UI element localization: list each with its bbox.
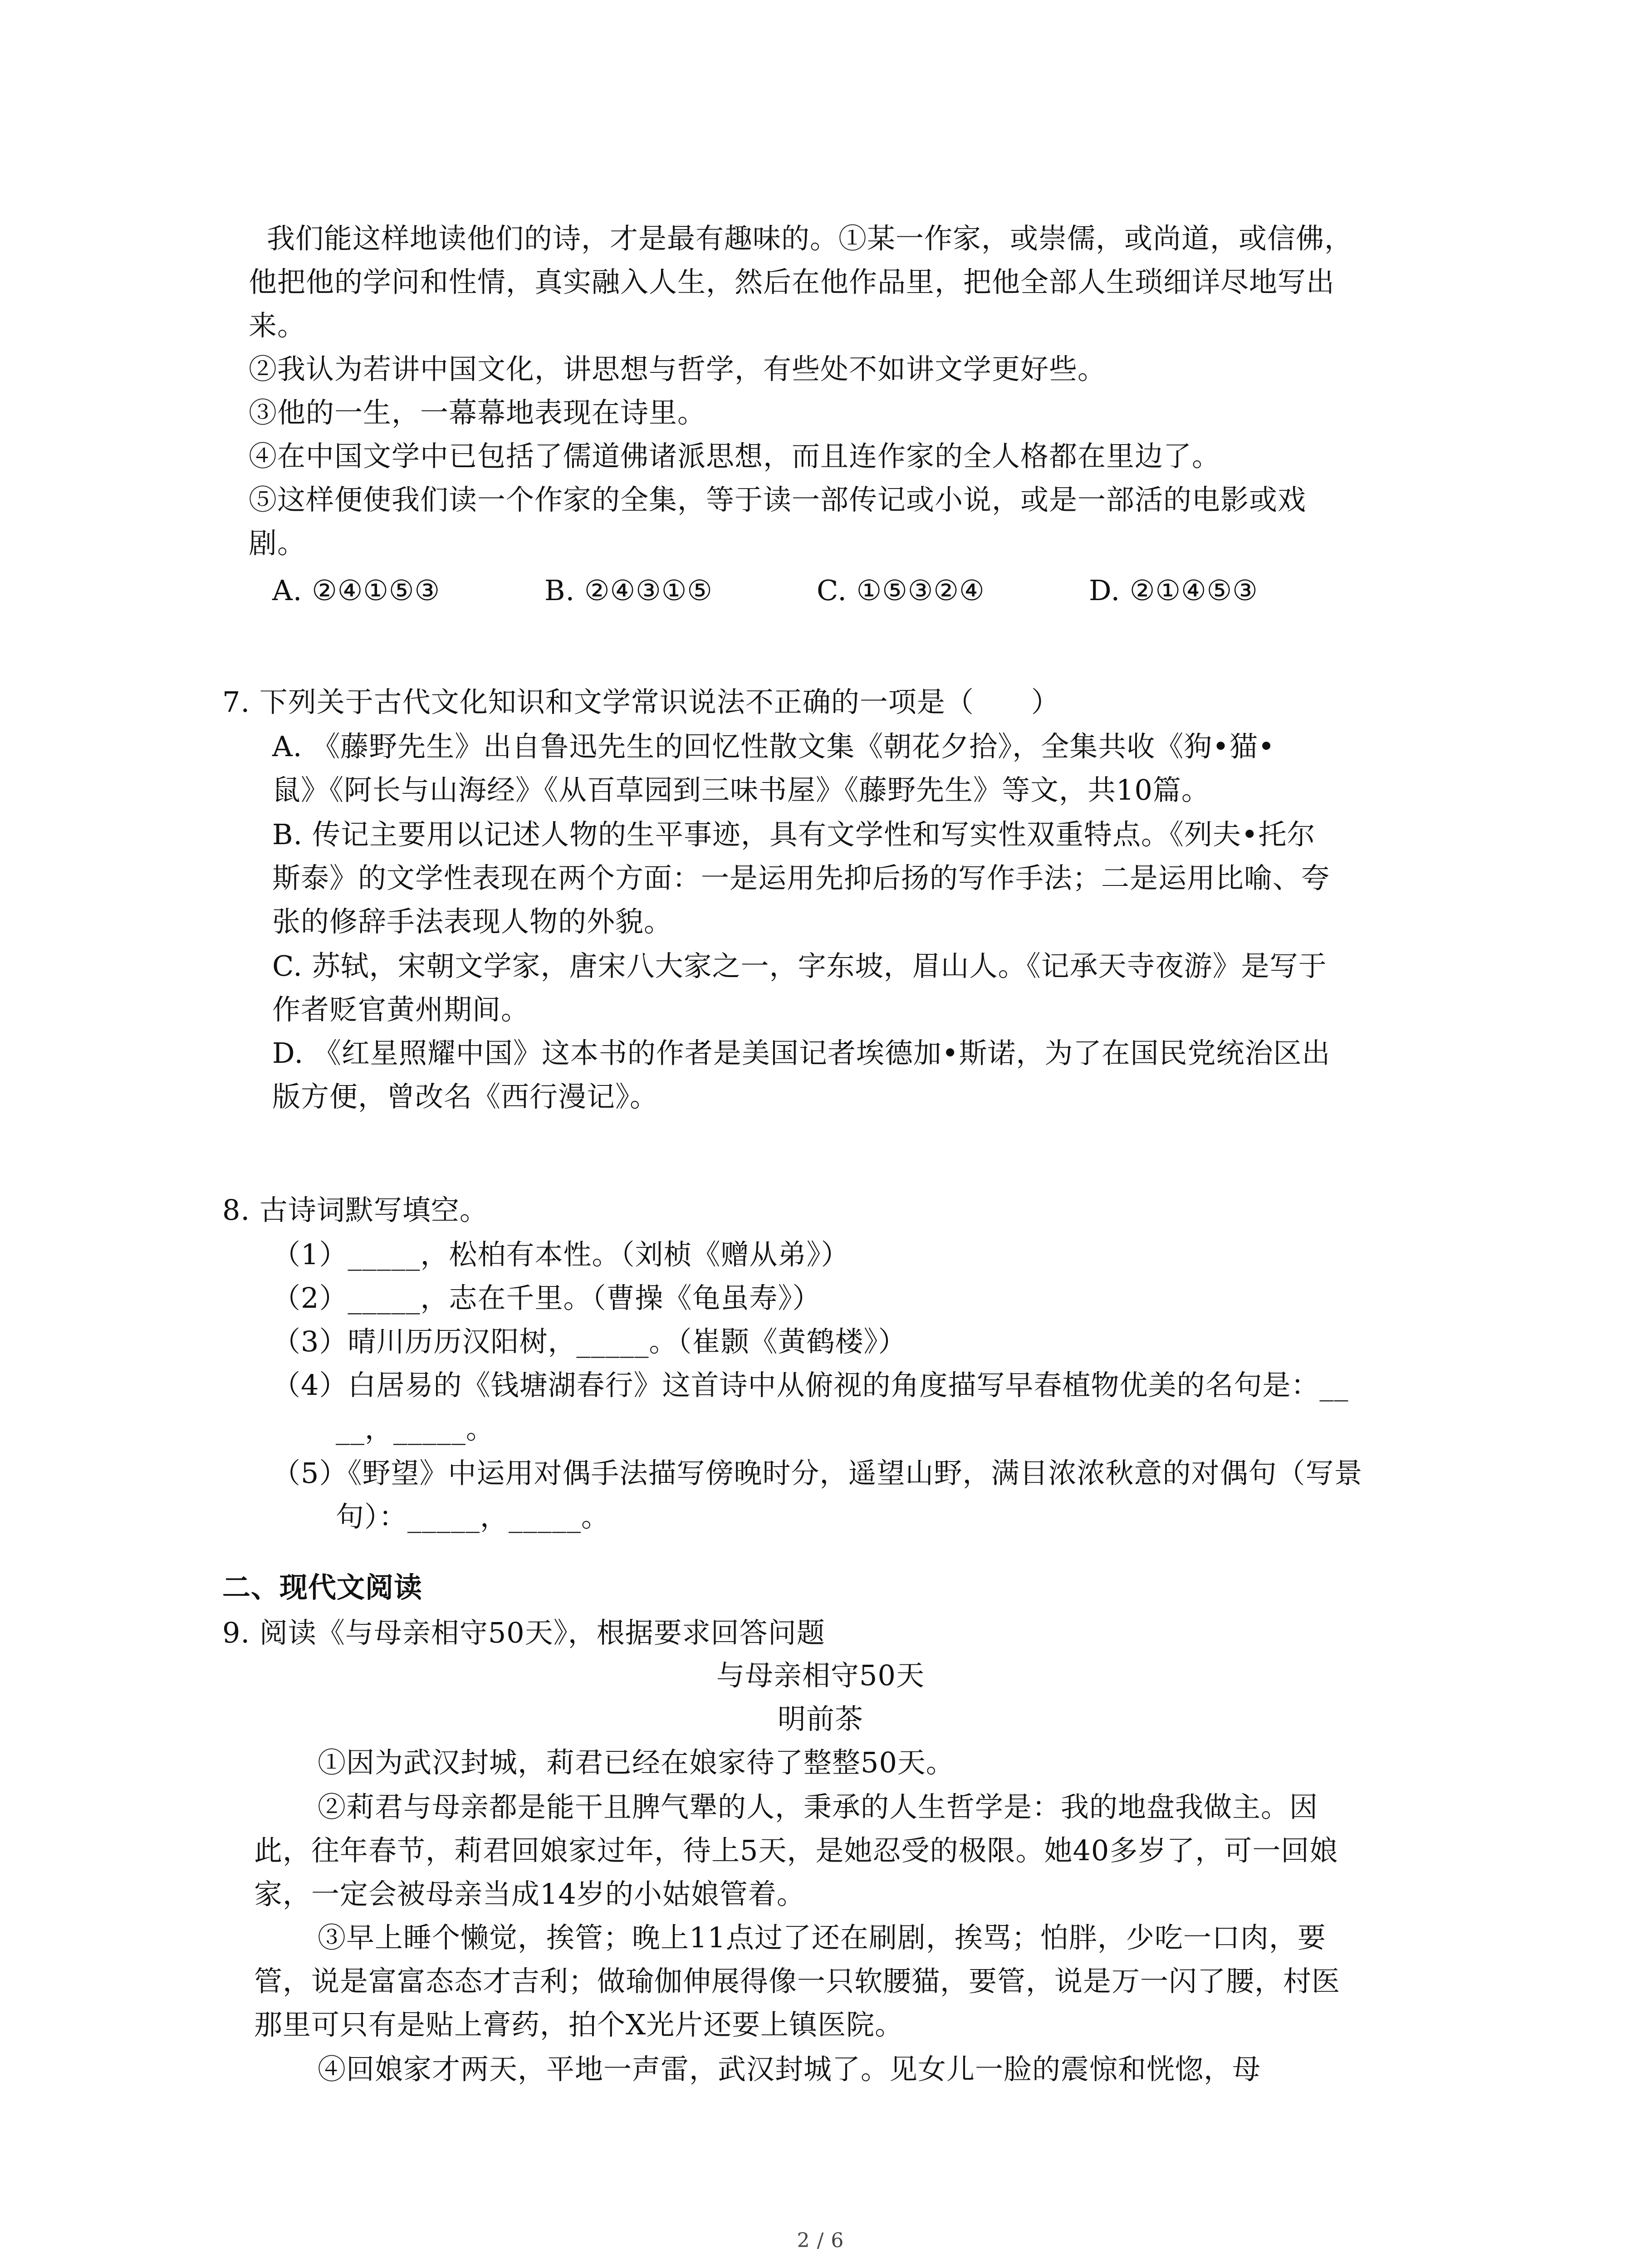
q6-option-d: D. ②①④⑤③ xyxy=(1089,574,1258,607)
q7-option-a-line-2: 鼠》《阿长与山海经》《从百草园到三味书屋》《藤野先生》等文，共10篇。 xyxy=(272,773,1210,807)
article-paragraph-4-line-1: ④回娘家才两天，平地一声雷，武汉封城了。见女儿一脸的震惊和恍惚，母 xyxy=(318,2053,1261,2086)
q7-option-d-line-1: D. 《红星照耀中国》这本书的作者是美国记者埃德加•斯诺，为了在国民党统治区出 xyxy=(272,1036,1331,1070)
article-paragraph-2-line-2: 此，往年春节，莉君回娘家过年，待上5天，是她忍受的极限。她40多岁了，可一回娘 xyxy=(254,1834,1338,1867)
article-paragraph-2-line-1: ②莉君与母亲都是能干且脾气犟的人，秉承的人生哲学是：我的地盘我做主。因 xyxy=(318,1790,1318,1823)
q8-item-5-line-2: 句）：_____，_____。 xyxy=(336,1500,610,1533)
passage-intro-text: 我们能这样地读他们的诗，才是最有趣味的。 xyxy=(267,222,839,255)
article-paragraph-1: ①因为武汉封城，莉君已经在娘家待了整整50天。 xyxy=(318,1746,955,1779)
sentence-4: ④在中国文学中已包括了儒道佛诸派思想，而且连作家的全人格都在里边了。 xyxy=(249,440,1221,473)
q7-option-b-line-3: 张的修辞手法表现人物的外貌。 xyxy=(272,905,673,938)
sentence-5-line-1: ⑤这样便使我们读一个作家的全集，等于读一部传记或小说，或是一部活的电影或戏 xyxy=(249,483,1307,516)
q8-item-3: （3）晴川历历汉阳树，_____。（崔颢《黄鹤楼》） xyxy=(272,1325,907,1358)
q6-option-b: B. ②④③①⑤ xyxy=(544,574,713,607)
q8-item-5-line-1: （5）《野望》中运用对偶手法描写傍晚时分，遥望山野，满目浓浓秋意的对偶句（写景 xyxy=(272,1457,1363,1490)
article-paragraph-3-line-1: ③早上睡个懒觉，挨管；晚上11点过了还在刷剧，挨骂；怕胖，少吃一口肉，要 xyxy=(318,1921,1326,1954)
article-author: 明前茶 xyxy=(777,1702,863,1735)
q8-item-2: （2）_____，志在千里。（曹操《龟虽寿》） xyxy=(272,1281,821,1315)
sentence-5-line-2: 剧。 xyxy=(249,527,306,560)
q7-option-c-line-2: 作者贬官黄州期间。 xyxy=(272,993,530,1026)
article-title: 与母亲相守50天 xyxy=(716,1659,925,1692)
q7-option-d-line-2: 版方便，曾改名《西行漫记》。 xyxy=(272,1080,659,1113)
article-paragraph-3-line-3: 那里可只有是贴上膏药，拍个X光片还要上镇医院。 xyxy=(254,2008,904,2041)
passage-intro xyxy=(267,220,1353,257)
article-paragraph-3-line-2: 管，说是富富态态才吉利；做瑜伽伸展得像一只软腰猫，要管，说是万一闪了腰，村医 xyxy=(254,1965,1341,1998)
q7-option-a-line-1: A. 《藤野先生》出自鲁迅先生的回忆性散文集《朝花夕拾》，全集共收《狗•猫• xyxy=(272,730,1275,763)
page-number: 2 / 6 xyxy=(797,2229,844,2252)
q6-option-c: C. ①⑤③②④ xyxy=(817,574,985,607)
sentence-1-line-1: ①某一作家，或崇儒，或尚道，或信佛， xyxy=(838,222,1353,255)
sentence-2: ②我认为若讲中国文化，讲思想与哲学，有些处不如讲文学更好些。 xyxy=(249,352,1107,386)
q7-stem: 7. 下列关于古代文化知识和文学常识说法不正确的一项是（ ） xyxy=(222,685,1060,719)
q6-option-a: A. ②④①⑤③ xyxy=(272,574,441,607)
sentence-3: ③他的一生，一幕幕地表现在诗里。 xyxy=(249,396,706,429)
q7-option-b-line-2: 斯泰》的文学性表现在两个方面：一是运用先抑后扬的写作手法；二是运用比喻、夸 xyxy=(272,861,1330,894)
q8-item-1: （1）_____，松柏有本性。（刘桢《赠从弟》） xyxy=(272,1238,850,1271)
q7-option-c-line-1: C. 苏轼，宋朝文学家，唐宋八大家之一，字东坡，眉山人。《记承天寺夜游》是写于 xyxy=(272,949,1327,982)
q8-item-4-line-2: __，_____。 xyxy=(336,1412,495,1445)
q9-stem: 9. 阅读《与母亲相守50天》，根据要求回答问题 xyxy=(222,1616,825,1649)
section-heading: 二、现代文阅读 xyxy=(222,1571,423,1604)
q8-item-4-line-1: （4）白居易的《钱塘湖春行》这首诗中从俯视的角度描写早春植物优美的名句是：__ xyxy=(272,1369,1349,1402)
q7-option-b-line-1: B. 传记主要用以记述人物的生平事迹，具有文学性和写实性双重特点。《列夫•托尔 xyxy=(272,818,1316,851)
sentence-1-line-2: 他把他的学问和性情，真实融入人生，然后在他作品里，把他全部人生琐细详尽地写出 xyxy=(249,265,1335,298)
article-paragraph-2-line-3: 家，一定会被母亲当成14岁的小姑娘管着。 xyxy=(254,1877,805,1911)
sentence-1-line-3: 来。 xyxy=(249,309,306,342)
q8-stem: 8. 古诗词默写填空。 xyxy=(222,1193,488,1227)
